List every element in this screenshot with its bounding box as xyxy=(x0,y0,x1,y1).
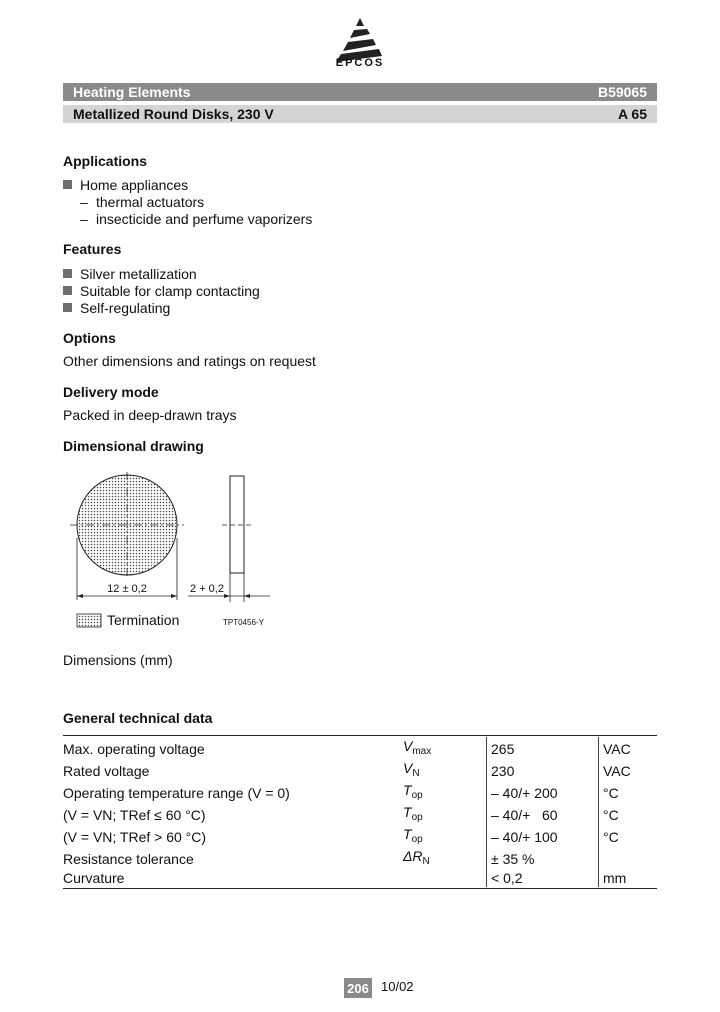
parameter-unit: VAC xyxy=(599,760,658,782)
table-row xyxy=(63,826,657,848)
symbol-subscript: op xyxy=(411,834,423,845)
technical-heading: General technical data xyxy=(63,710,213,726)
brand-name: EPCOS xyxy=(335,57,385,69)
parameter-symbol xyxy=(403,826,487,848)
options-text: Other dimensions and ratings on request xyxy=(63,353,316,369)
table-row xyxy=(63,804,657,826)
drawing-heading: Dimensional drawing xyxy=(63,438,204,454)
list-subitem xyxy=(63,193,204,210)
dimensions-note: Dimensions (mm) xyxy=(63,652,173,668)
options-heading: Options xyxy=(63,330,116,346)
parameter-unit: °C xyxy=(599,804,658,826)
applications-heading: Applications xyxy=(63,153,148,169)
symbol-subscript: N xyxy=(412,768,420,779)
dash-icon: – xyxy=(80,193,88,210)
list-item-label: Self-regulating xyxy=(80,299,171,316)
termination-legend-swatch xyxy=(77,614,101,627)
parameter-symbol xyxy=(403,782,487,804)
symbol-main: T xyxy=(403,782,412,798)
list-item-label: Home appliances xyxy=(80,176,189,193)
parameter-symbol xyxy=(403,737,487,760)
publication-date: 10/02 xyxy=(381,979,414,994)
parameter-symbol xyxy=(403,848,487,870)
parameter-value: 230 xyxy=(487,760,599,782)
symbol-main: V xyxy=(403,738,413,754)
arrow-icon xyxy=(77,594,83,598)
table-row xyxy=(63,737,657,760)
parameter-symbol xyxy=(403,760,487,782)
termination-legend-label: Termination xyxy=(107,612,180,628)
bullet-icon xyxy=(63,303,72,312)
symbol-main: ΔR xyxy=(403,848,423,864)
symbol-subscript: N xyxy=(422,856,430,867)
product-title: Metallized Round Disks, 230 V xyxy=(73,106,274,122)
technical-data-table xyxy=(63,737,657,887)
bullet-icon xyxy=(63,269,72,278)
arrow-icon xyxy=(171,594,177,598)
symbol-subscript: max xyxy=(412,746,432,757)
delivery-text: Packed in deep-drawn trays xyxy=(63,407,237,423)
product-bar xyxy=(63,105,657,123)
arrow-icon xyxy=(224,594,230,598)
product-code: A 65 xyxy=(617,106,647,122)
symbol-main: V xyxy=(403,760,413,776)
parameter-value: – 40/+ 200 xyxy=(487,782,599,804)
list-item xyxy=(63,299,170,316)
table-row xyxy=(63,848,657,870)
parameter-label: (V = VN; TRef ≤ 60 °C) xyxy=(63,806,206,823)
bullet-icon xyxy=(63,180,72,189)
parameter-unit: °C xyxy=(599,782,658,804)
delivery-heading: Delivery mode xyxy=(63,384,159,400)
table-row xyxy=(63,782,657,804)
list-item xyxy=(63,176,188,193)
diameter-label: 12 ± 0,2 xyxy=(107,583,147,595)
list-subitem-label: thermal actuators xyxy=(96,193,205,210)
parameter-label: Max. operating voltage xyxy=(63,740,205,757)
parameter-unit xyxy=(599,848,658,870)
dash-icon: – xyxy=(80,210,88,227)
features-heading: Features xyxy=(63,241,122,257)
list-subitem xyxy=(63,210,312,227)
parameter-label: Curvature xyxy=(63,870,125,886)
list-item xyxy=(63,265,197,282)
symbol-subscript: op xyxy=(411,812,423,823)
parameter-unit: mm xyxy=(599,870,658,887)
category-bar xyxy=(63,83,657,101)
part-number: B59065 xyxy=(597,84,647,100)
symbol-main: T xyxy=(403,804,412,820)
table-row xyxy=(63,760,657,782)
parameter-value: ± 35 % xyxy=(487,848,599,870)
list-item xyxy=(63,282,260,299)
symbol-subscript: op xyxy=(411,790,423,801)
symbol-main: T xyxy=(403,826,412,842)
list-item-label: Silver metallization xyxy=(80,265,197,282)
table-top-rule xyxy=(63,735,657,736)
parameter-label: (V = VN; TRef > 60 °C) xyxy=(63,828,207,845)
parameter-value: – 40/+ 60 xyxy=(487,804,599,826)
arrow-icon xyxy=(244,594,250,598)
parameter-symbol xyxy=(403,804,487,826)
parameter-value: 265 xyxy=(487,737,599,760)
parameter-unit: °C xyxy=(599,826,658,848)
parameter-value: < 0,2 xyxy=(487,870,599,887)
parameter-symbol xyxy=(403,870,487,887)
dimensional-drawing xyxy=(60,468,290,630)
parameter-value: – 40/+ 100 xyxy=(487,826,599,848)
disk-side-view xyxy=(230,476,244,573)
list-item-label: Suitable for clamp contacting xyxy=(80,282,260,299)
category-title: Heating Elements xyxy=(73,84,191,100)
parameter-unit: VAC xyxy=(599,737,658,760)
table-bottom-rule xyxy=(63,888,657,889)
parameter-label: Operating temperature range (V = 0) xyxy=(63,784,290,801)
bullet-icon xyxy=(63,286,72,295)
thickness-label: 2 + 0,2 xyxy=(190,583,224,595)
parameter-label: Rated voltage xyxy=(63,762,150,779)
list-subitem-label: insecticide and perfume vaporizers xyxy=(96,210,313,227)
drawing-id: TPT0456-Y xyxy=(223,618,264,627)
parameter-label: Resistance tolerance xyxy=(63,850,194,867)
table-row xyxy=(63,870,657,887)
page-number: 206 xyxy=(344,978,372,998)
